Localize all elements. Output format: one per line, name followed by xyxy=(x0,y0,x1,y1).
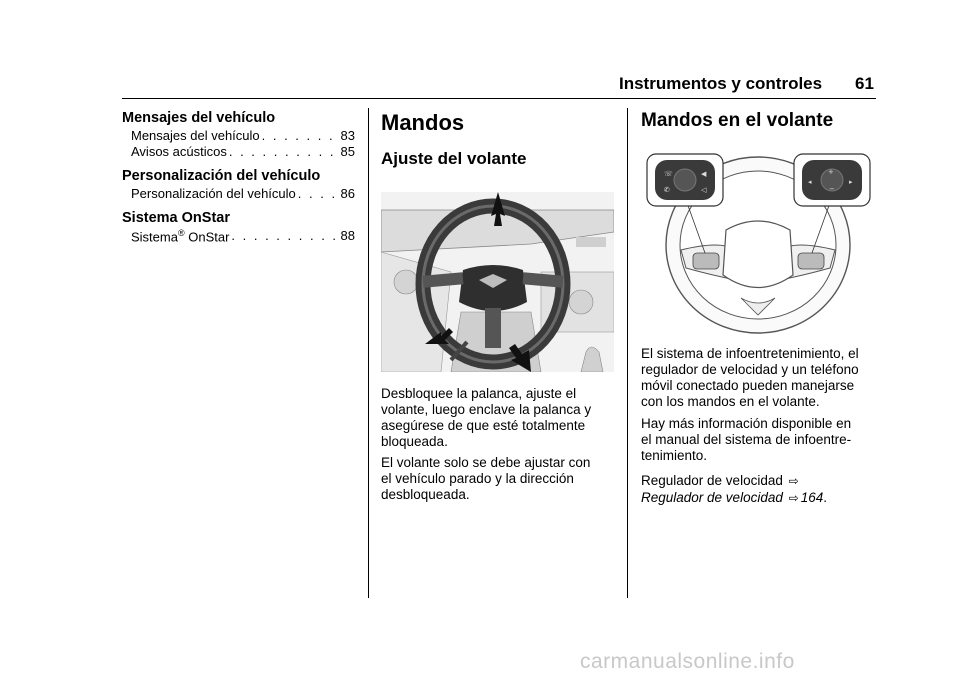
toc-entry-page: 88 xyxy=(340,228,355,243)
toc-entry-personalizacion[interactable] xyxy=(131,186,355,201)
toc-entry-label: Personalización del vehículo xyxy=(131,186,296,201)
toc-entry-page: 86 xyxy=(340,186,355,201)
page-number: 61 xyxy=(855,74,874,93)
svg-text:◂: ◂ xyxy=(808,178,812,186)
reference-arrow-icon: ⇨ xyxy=(788,491,799,505)
toc-entry-avisos[interactable] xyxy=(131,144,355,159)
steering-wheel-adjust-illustration xyxy=(381,192,614,372)
toc-entry-label: Avisos acústicos xyxy=(131,144,227,159)
section-title-volante: Mandos en el volante xyxy=(641,110,834,131)
svg-text:+: + xyxy=(828,168,834,176)
svg-text:◀: ◀ xyxy=(701,170,707,178)
svg-text:✆: ✆ xyxy=(664,186,670,194)
svg-text:◁: ◁ xyxy=(701,186,707,194)
toc-entry-page: 85 xyxy=(340,144,355,159)
volante-paragraph-2: Hay más información disponible en el manual del sistema de infoentre- tenimiento. xyxy=(641,416,852,463)
svg-text:☏: ☏ xyxy=(664,170,673,178)
watermark: carmanualsonline.info xyxy=(580,650,795,673)
toc-entry-label: Sistema® OnStar xyxy=(131,228,230,245)
reference-arrow-icon: ⇨ xyxy=(788,474,799,488)
running-header-title: Instrumentos y controles xyxy=(619,74,823,93)
subsection-title-ajuste: Ajuste del volante xyxy=(381,149,527,168)
column-divider-2 xyxy=(627,108,628,598)
toc-entry-mensajes[interactable] xyxy=(131,128,355,143)
steering-wheel-controls-illustration xyxy=(641,150,876,340)
column-divider-1 xyxy=(368,108,369,598)
toc-heading-personalizacion: Personalización del vehículo xyxy=(122,168,321,184)
toc-entry-page: 83 xyxy=(340,128,355,143)
header-rule xyxy=(122,98,876,99)
mandos-paragraph-2: El volante solo se debe ajustar con el vehículo parado y la dirección desbloqueada. xyxy=(381,455,591,502)
svg-text:−: − xyxy=(829,185,835,193)
mandos-paragraph-1: Desbloquee la palanca, ajuste el volante, luego enclave la palanca y asegúrese de que esté totalmente bloqueada. xyxy=(381,386,592,449)
toc-entry-label: Mensajes del vehículo xyxy=(131,128,260,143)
toc-entry-onstar[interactable] xyxy=(131,228,355,244)
svg-text:▸: ▸ xyxy=(849,178,853,186)
volante-paragraph-1: El sistema de infoentretenimiento, el regulador de velocidad y un teléfono móvil conectado pueden manejarse con los mandos en el volante. xyxy=(641,346,859,409)
toc-heading-mensajes: Mensajes del vehículo xyxy=(122,110,276,126)
volante-reference-label: Regulador de velocidad ⇨ xyxy=(641,473,799,488)
volante-reference-link[interactable]: Regulador de velocidad ⇨ 164. xyxy=(641,490,827,505)
toc-heading-onstar: Sistema OnStar xyxy=(122,210,230,226)
section-title-mandos: Mandos xyxy=(381,110,465,135)
